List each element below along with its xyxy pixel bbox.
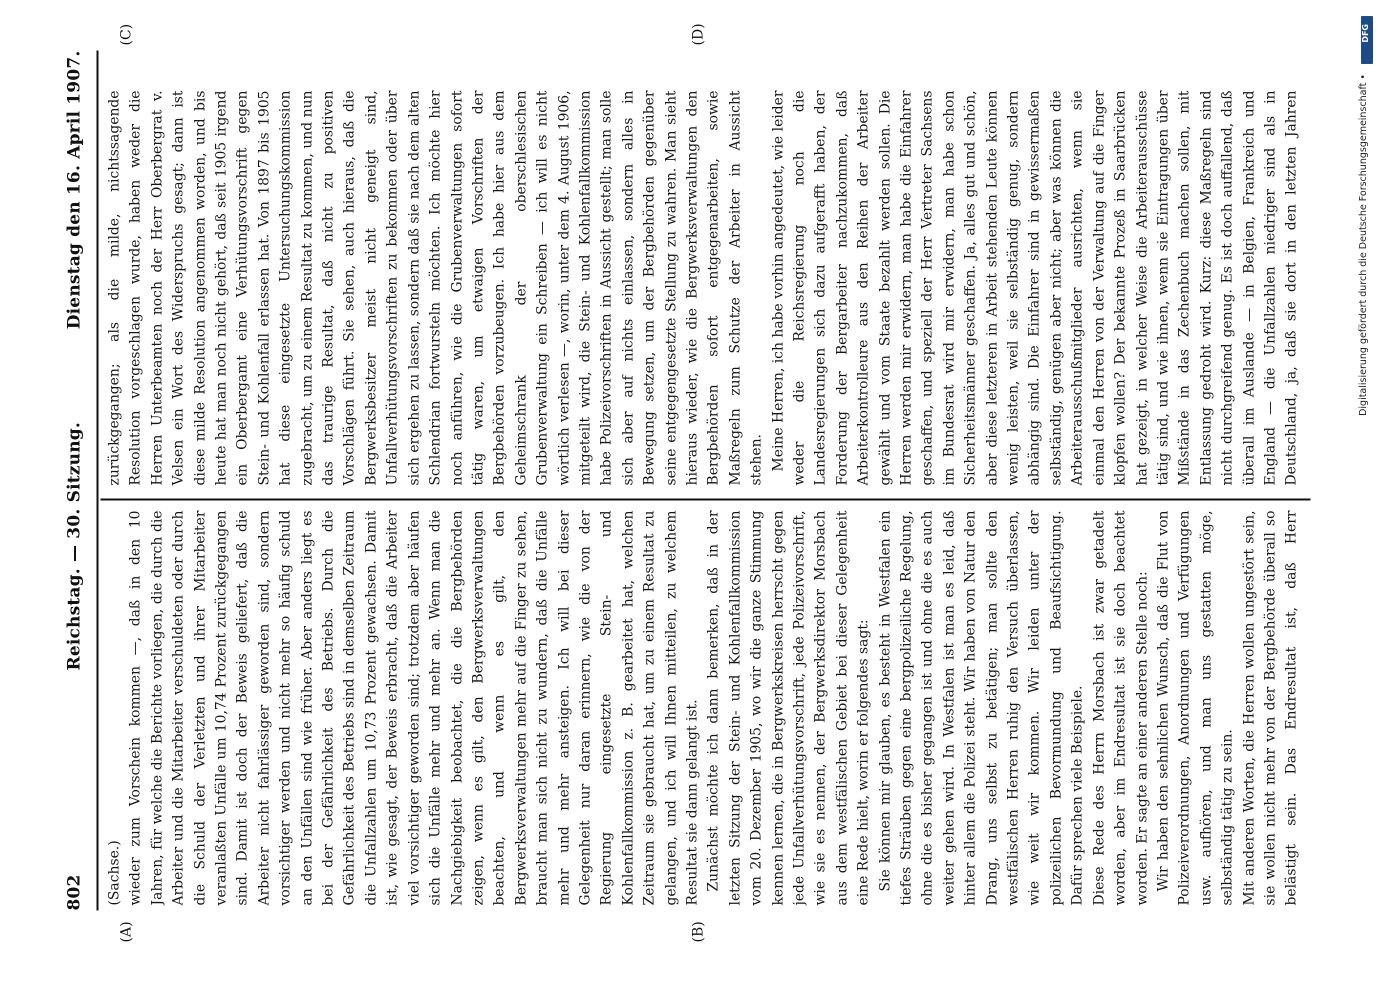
right-column bbox=[104, 90, 1304, 485]
paragraph: Mit anderen Worten, die Herren wollen ungestört sein, sie wollen nicht mehr von der Bergbehörde überall so belästigt sein. Das Endresultat ist, daß Herr bbox=[1240, 510, 1300, 905]
paragraph: zurückgegangen; als die milde, nichtssagende Resolution vorgeschlagen wurde, haben weder die Herren Unterbeamten noch der Herr Oberbergrat v. Velsen ein Wort des Widerspruchs gesagt; dann ist diese milde Resolution angenommen worden, und bis heute hat man noch nicht gehört, daß seit 1905 irgend ein Oberbergamt eine Verhütungsvorschrift gegen Stein- und Kohlenfall erlassen hat. Von 1897 bis 1905 hat diese eingesetzte Untersuchungskommission zugebracht, um zu einem Resultat zu kommen, und nun das traurige Resultat, daß nicht zu positiven Vorschlägen führt. Sie sehen, auch hieraus, daß die Bergwerksbesitzer meist nicht geneigt sind, Unfallverhütungsvorschriften zu bekommen oder über sich ergehen zu lassen, sondern daß sie nach dem alten Schlendrian fortwursteln möchten. Ich möchte hier noch anführen, wie die Grubenverwaltungen sofort tätig waren, um etwaigen Vorschriften der Bergbehörden vorzubeugen. Ich habe hier aus dem Geheimschrank der oberschlesischen Grubenverwaltung ein Schreiben — ich will es nicht wörtlich verlesen —, worin, unter dem 4. August 1906, mitgeteilt wird, die Stein- und Kohlenfallkommission habe Polizeivorschriften in Aussicht gestellt; man solle sich aber auf nichts einlassen, sondern alles in Bewegung setzen, um der Bergbehörden gegenüber seine entgegengesetzte Stellung zu wahren. Man sieht hieraus wieder, wie die Bergwerksverwaltungen den Bergbehörden sofort entgegenarbeiten, sowie Maßregeln zum Schutze der Arbeiter in Aussicht stehen. bbox=[106, 90, 765, 485]
quote-paragraph: Wir haben den sehnlichen Wunsch, daß die Flut von Polizeiverordnungen, Anordnungen und Verfügungen usw. aufhören, und man uns gestatten möge, selbständig tätig zu sein. bbox=[1154, 510, 1236, 905]
paragraph: Zunächst möchte ich dann bemerken, daß in der letzten Sitzung der Stein- und Kohlenfallkommission vom 20. Dezember 1905, wo wir die ganze Stimmung kennen lernen, die in Bergwerkskreisen herrscht gegen jede Unfallverhütungsvorschrift, jede Polizeivorschrift, wie sie es nennen, der Bergwerksdirektor Morsbach aus dem westfälischen Gebiet bei dieser Gelegenheit eine Rede hielt, worin er folgendes sagt: bbox=[705, 510, 872, 905]
left-column bbox=[104, 510, 1304, 905]
quote-paragraph: Sie können mir glauben, es besteht in Westfalen ein tiefes Sträuben gegen eine bergpolizeiliche Regelung, ohne die es bisher gegangen ist und ohne die es auch weiter gehen wird. In Westfalen ist man es leid, daß hinter allem die Polizei steht. Wir haben von Natur den Drang, uns selbst zu betätigen; man sollte den westfälischen Herren ruhig den Versuch überlassen, wie weit wir kommen. Wir leiden unter der polizeilichen Bevormundung und Beaufsichtigung. Dafür sprechen viele Beispiele. bbox=[876, 510, 1086, 905]
paragraph: Meine Herren, ich habe vorhin angedeutet, wie leider weder die Reichsregierung noch die Landesregierungen sich dazu aufgerafft haben, der Forderung der Bergarbeiter nachzukommen, daß Arbeiterkontrolleure aus den Reihen der Arbeiter gewählt und vom Staate bezahlt werden sollen. Die Herren werden mir erwidern, man habe die Einfahrer geschaffen, und speziell der Herr Vertreter Sachsens im Bundesrat wird mir erwidern, man habe schon Sicherheitsmänner geschaffen. Ja, alles gut und schön, aber diese letzteren in Arbeit stehenden Leute können wenig leisten, weil sie selbständig genug, sondern abhängig sind. Die Einfahrer sind in gewissermaßen selbständig, genügen aber nicht; aber was können die Arbeiterausschußmitglieder ausrichten, wenn sie einmal den Herren von der Verwaltung auf die Finger klopfen wollen? Der bekannte Prozeß in Saarbrücken hat gezeigt, in welcher Weise die Arbeiterausschüsse tätig sind, und wie ihnen, wenn sie Eintragungen über Mißstände in das Zechenbuch machen sollen, mit Entlassung gedroht wird. Kurz: diese Maßregeln sind nicht durchgreifend genug. Es ist doch auffallend, daß überall im Auslande — in Belgien, Frankreich und England — die Unfallzahlen niedriger sind als in Deutschland, ja, daß sie dort in den letzten Jahren bbox=[769, 90, 1300, 485]
page-number: 802 bbox=[64, 873, 84, 910]
dfg-logo bbox=[1361, 16, 1373, 64]
running-header bbox=[60, 50, 92, 910]
header-right-title: Dienstag den 16. April 1907. bbox=[64, 50, 84, 329]
margin-mark-c: (C) bbox=[118, 23, 134, 45]
credit-text: Digitalisierung gefördert durch die Deutsche Forschungsgemeinschaft • bbox=[1358, 74, 1369, 416]
dfg-logo-text: DFG bbox=[1361, 24, 1370, 43]
column-divider bbox=[100, 498, 1310, 500]
paragraph: Diese Rede des Herrn Morsbach ist zwar getadelt worden, aber im Endresultat ist sie doch beachtet worden. Er sagte an einer anderen Stelle noch: bbox=[1090, 510, 1150, 905]
speaker-tag: (Sachse.) bbox=[106, 839, 122, 905]
digitization-credit bbox=[1357, 10, 1377, 750]
header-rule bbox=[96, 50, 98, 910]
margin-mark-b: (B) bbox=[690, 920, 706, 942]
paragraph: wieder zum Vorschein kommen —, daß in den 10 Jahren, für welche die Berichte vorliegen, die durch die Arbeiter und die Mitarbeiter verschuldeten oder durch die Schuld der Verletzten und ihrer Mitarbeiter veranlaßten Unfälle um 10,74 Prozent zurückgegangen sind. Damit ist doch der Beweis geliefert, daß die Arbeiter nicht fahrlässiger geworden sind, sondern vorsichtiger werden und nicht mehr so häufig schuld an den Unfällen sind wie früher. Aber anders liegt es bei der Gefährlichkeit des Betriebs. Durch die Gefährlichkeit des Betriebs sind in demselben Zeitraum die Unfallzahlen um 10,73 Prozent gewachsen. Damit ist, wie gesagt, der Beweis erbracht, daß die Arbeiter viel vorsichtiger geworden sind; trotzdem aber häufen sich die Unfälle mehr und mehr an. Wenn man die Nachgiebigkeit beobachtet, die die Bergbehörden zeigen, wenn es gilt, den Bergwerksverwaltungen beachten, und wenn es gilt, den Bergwerksverwaltungen mehr auf die Finger zu sehen, braucht man sich nicht zu wundern, daß die Unfälle mehr und mehr ansteigen. Ich will bei dieser Gelegenheit nur daran erinnern, wie die von der Regierung eingesetzte Stein- und Kohlenfallkommission z. B. gearbeitet hat, welchen Zeitraum sie gebraucht hat, um zu einem Resultat zu gelangen, und ich will Ihnen mitteilen, zu welchem Resultat sie dann gelangt ist. bbox=[127, 510, 700, 905]
margin-mark-a: (A) bbox=[118, 920, 134, 942]
header-left-title: Reichstag. — 30. Sitzung. bbox=[64, 421, 84, 670]
margin-mark-d: (D) bbox=[690, 22, 706, 45]
